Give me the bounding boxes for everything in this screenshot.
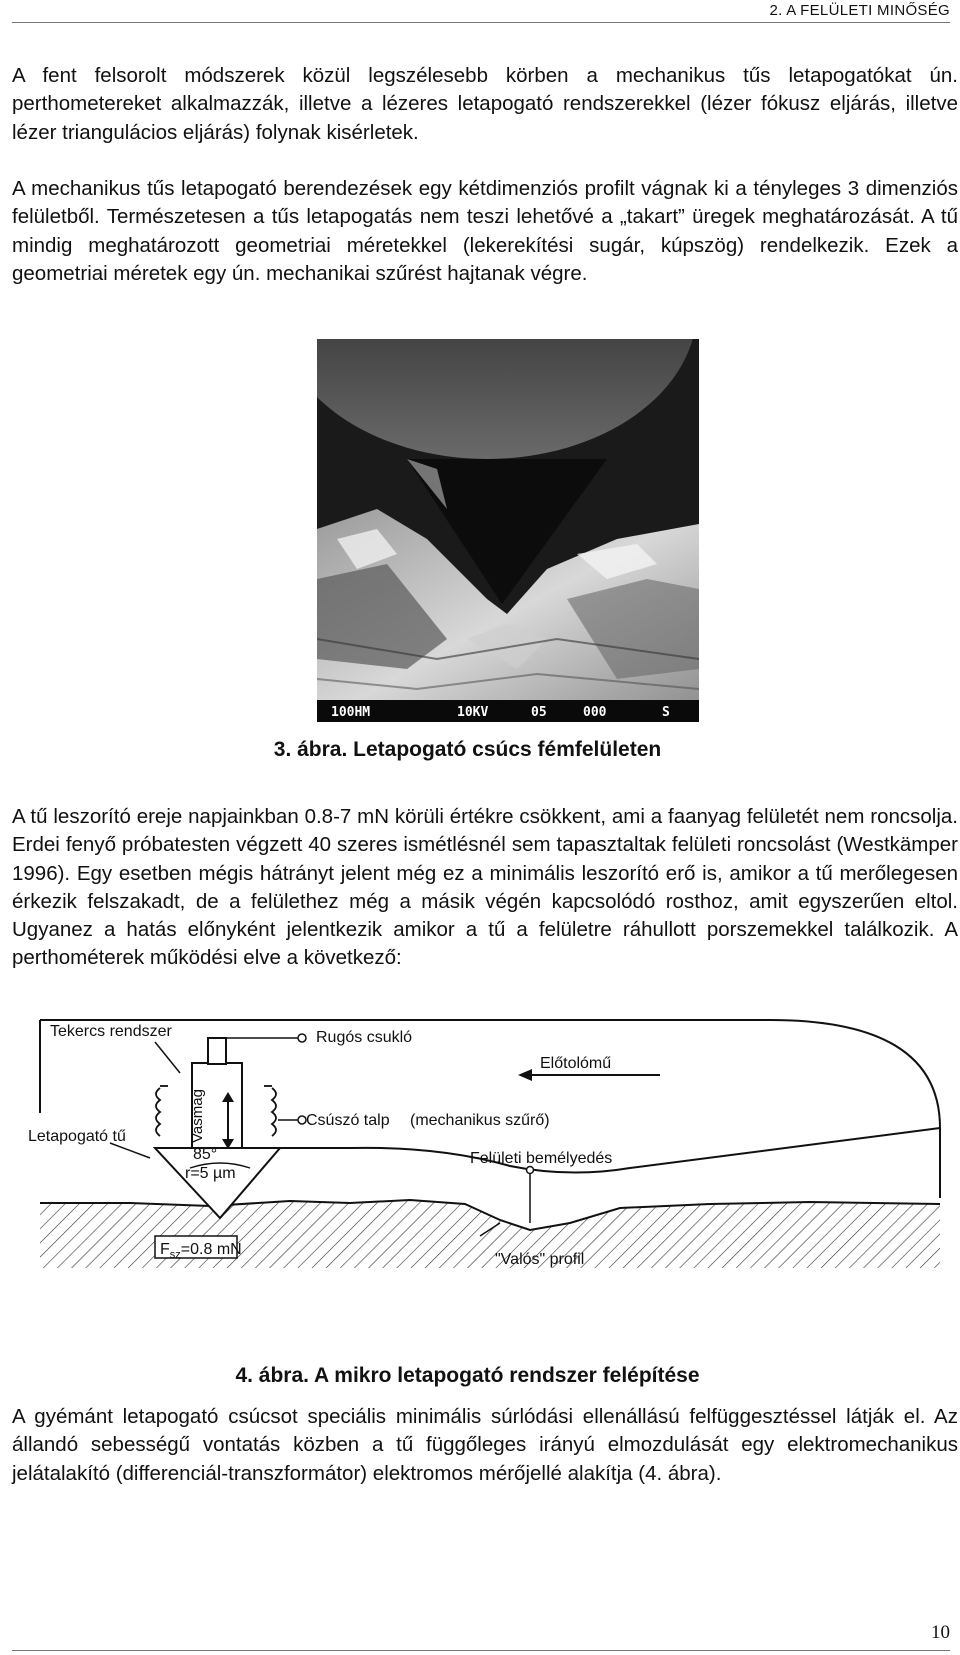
chapter-title: 2. A FELÜLETI MINŐSÉG	[769, 2, 950, 19]
label-coil-system: Tekercs rendszer	[50, 1023, 172, 1040]
sem-micrograph	[317, 339, 699, 722]
paragraph-methods: A fent felsorolt módszerek közül legszélesebb körben a mechanikus tűs letapogatókat ún. perthometereket alkalmazzák, illetve a lézeres letapogató rendszerekkel (lézer fókusz eljárás, illetve lézer triangulácios eljárás) folynak kisérletek.	[12, 64, 958, 144]
paragraph-diamond-stylus: A gyémánt letapogató csúcsot speciális minimális súrlódási ellenállású felfüggesztéssel látják el. Az állandó sebességű vontatás közben a tű függőleges irányú elmozdulását egy elektromechanikus jelátalakító (differenciál-transzformátor) elektromos mérőjellé alakítja (4. ábra).	[12, 1405, 958, 1485]
page-header	[12, 0, 950, 23]
figure3-caption: 3. ábra. Letapogató csúcs fémfelületen	[273, 738, 662, 761]
sem-scale-label-1: 100HM	[331, 705, 371, 720]
label-force-symbol: $F_{sz}=0.8$ mN	[160, 1241, 242, 1261]
label-stylus: Letapogató tű	[28, 1128, 126, 1145]
label-feed-unit: Előtolómű	[540, 1055, 612, 1072]
paragraph-mechanical-stylus: A mechanikus tűs letapogató berendezések egy kétdimenziós profilt vágnak ki a tényleges 3 dimenziós felületből. Természetesen a tűs letapogatás nem teszi lehetővé a „takart” üregek meghatározását. A tű mindig meghatározott geometriai méretekkel (lekerekítési sugár, kúpszög) rendelkezik. Ezek a geometriai méretek egy ún. mechanikai szűrést hajtanak végre.	[12, 177, 958, 285]
label-cone-angle: 85°	[193, 1146, 218, 1163]
label-surface-dent: Felületi bemélyedés	[470, 1150, 613, 1167]
page-number: 10	[931, 1622, 950, 1643]
figure4-caption: 4. ábra. A mikro letapogató rendszer felépítése	[235, 1364, 700, 1387]
label-skid-note: (mechanikus szűrő)	[410, 1112, 550, 1129]
sem-scale-label-2: 10KV	[457, 705, 489, 720]
sem-scale-label-3: 05	[531, 705, 547, 720]
label-iron-core: Vasmag	[189, 1089, 206, 1143]
sem-scale-label-5: S	[662, 705, 670, 720]
label-spring-hinge: Rugós csukló	[316, 1029, 413, 1046]
stylus-system-diagram	[10, 1018, 950, 1330]
label-skid: Csúszó talp	[306, 1112, 390, 1129]
paragraph-stylus-force: A tű leszorító ereje napjainkban 0.8-7 mN körüli értékre csökkent, ami a faanyag felületét nem roncsolja. Erdei fenyő próbatesten végzett 40 szeres ismétlésnél sem tapasztaltak felületi roncsolást (Westkämper 1996). Egy esetben mégis hátrányt jelent még ez a minimális leszorító erő is, amikor a tű merőlegesen érkezik felszakadt, de a felülethez még a másik végén kapcsolódó rosthoz, amit egyszerűen eltol. Ugyanez a hatás előnyként jelentkezik amikor a tű a felületre ráhullott porszemekkel találkozik. A perthométerek működési elve a következő:	[12, 805, 958, 970]
footer-rule	[12, 1650, 950, 1651]
label-tip-radius: r=5 µm	[185, 1165, 236, 1182]
sem-scale-label-4: 000	[583, 705, 607, 720]
label-real-profile: "Valós" profil	[495, 1251, 585, 1268]
